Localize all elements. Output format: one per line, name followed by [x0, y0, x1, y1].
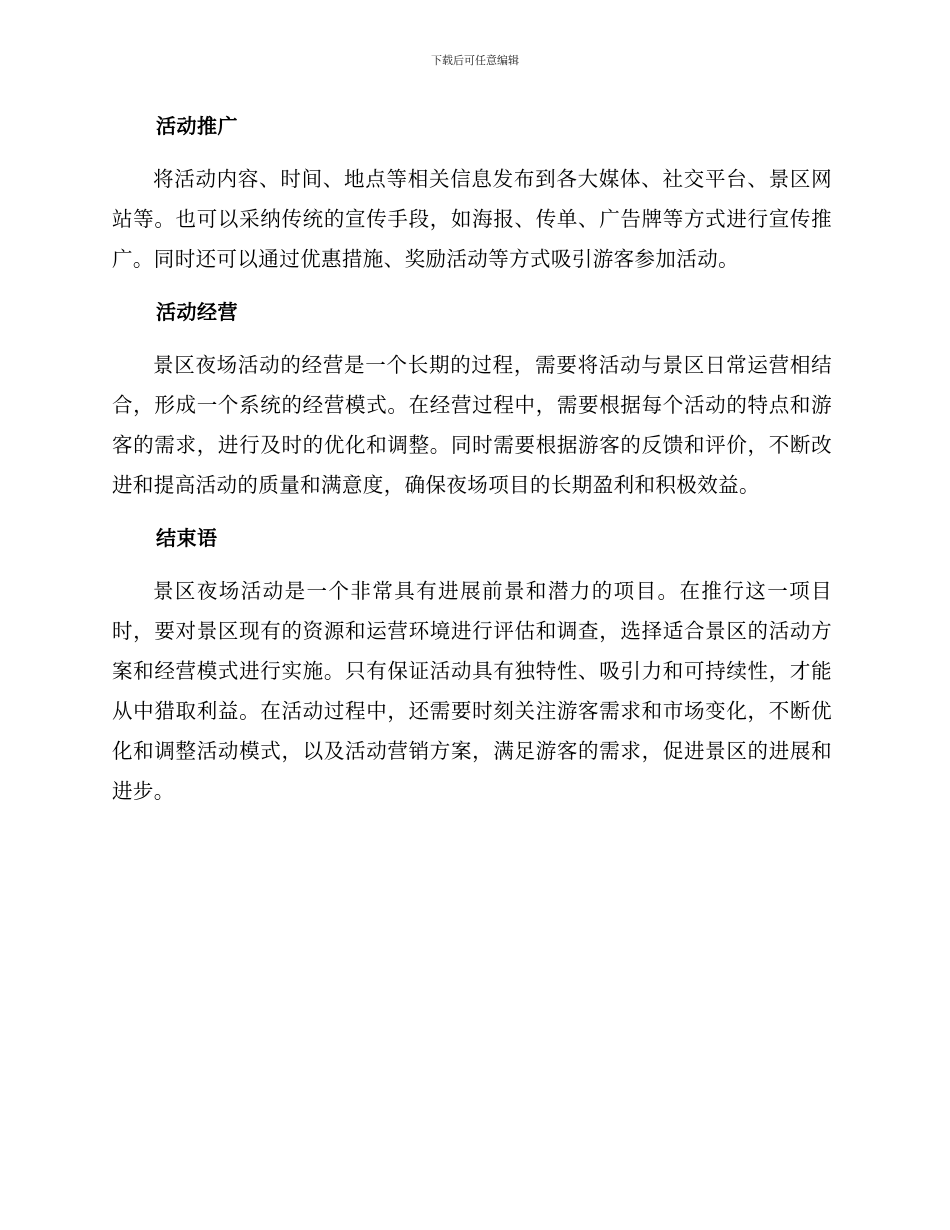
section-activity-operation — [112, 294, 832, 505]
document-body — [112, 108, 832, 826]
section-activity-promotion — [112, 108, 832, 279]
section-paragraph: 景区夜场活动是一个非常具有进展前景和潜力的项目。在推行这一项目时，要对景区现有的资源和运营环境进行评估和调查，选择适合景区的活动方案和经营模式进行实施。只有保证活动具有独特性、吸引力和可持续性，才能从中猎取利益。在活动过程中，还需要时刻关注游客需求和市场变化，不断优化和调整活动模式，以及活动营销方案，满足游客的需求，促进景区的进展和进步。 — [112, 579, 832, 803]
section-heading: 活动推广 — [156, 114, 238, 138]
section-heading: 活动经营 — [156, 300, 238, 324]
section-conclusion — [112, 520, 832, 811]
section-heading: 结束语 — [156, 526, 218, 550]
section-paragraph: 将活动内容、时间、地点等相关信息发布到各大媒体、社交平台、景区网站等。也可以采纳传统的宣传手段，如海报、传单、广告牌等方式进行宣传推广。同时还可以通过优惠措施、奖励活动等方式吸引游客参加活动。 — [112, 167, 832, 271]
section-paragraph: 景区夜场活动的经营是一个长期的过程，需要将活动与景区日常运营相结合，形成一个系统的经营模式。在经营过程中，需要根据每个活动的特点和游客的需求，进行及时的优化和调整。同时需要根据游客的反馈和评价，不断改进和提高活动的质量和满意度，确保夜场项目的长期盈利和积极效益。 — [112, 353, 832, 497]
page-header: 下载后可任意编辑 — [431, 54, 519, 67]
